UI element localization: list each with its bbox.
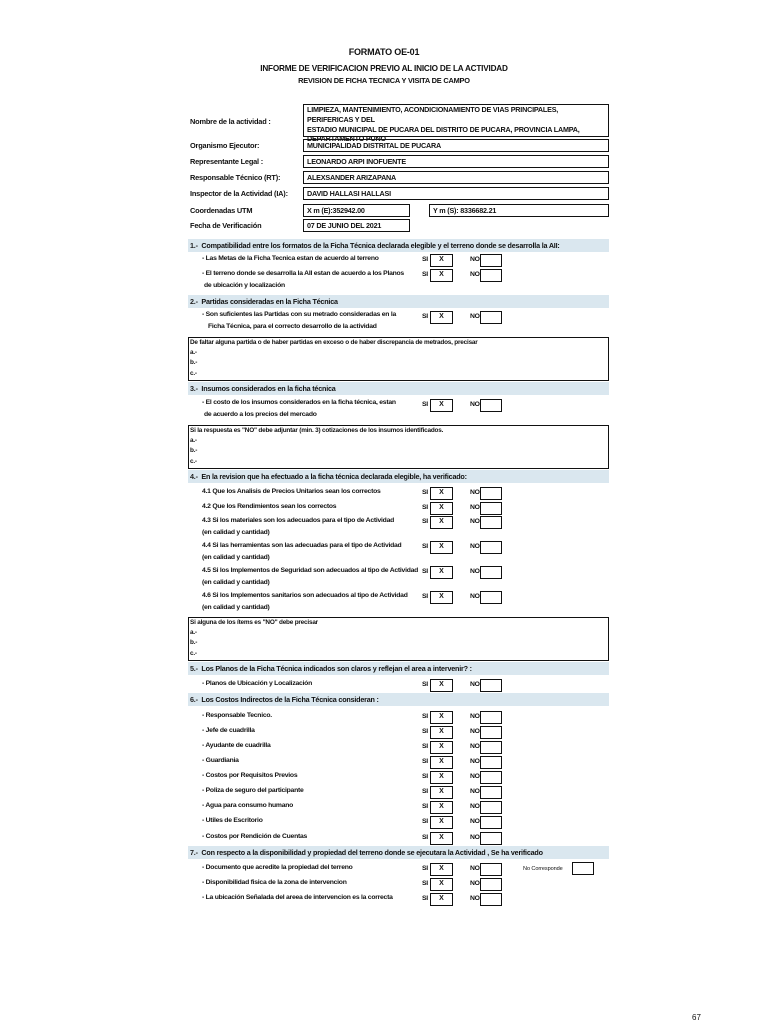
si-label: SI <box>422 758 428 765</box>
si-label: SI <box>422 865 428 872</box>
indirect-cost-item: - Agua para consumo humano <box>202 802 294 809</box>
observation-line-a: a.- <box>190 349 197 357</box>
si-label: SI <box>422 743 428 750</box>
si-checkbox[interactable]: X <box>430 269 453 282</box>
no-checkbox[interactable] <box>480 591 502 604</box>
no-label: NO <box>470 681 480 688</box>
section-3-observations-box[interactable] <box>188 425 609 469</box>
observation-line-a: a.- <box>190 437 197 445</box>
si-checkbox[interactable]: X <box>430 399 453 412</box>
si-checkbox[interactable]: X <box>430 679 453 692</box>
section-4-header <box>188 470 609 483</box>
si-label: SI <box>422 401 428 408</box>
activity-name-field <box>303 104 609 144</box>
question-1-2-line-2: de ubicación y localización <box>204 282 285 289</box>
no-corresponde-label: No Corresponde <box>523 866 563 872</box>
si-label: SI <box>422 313 428 320</box>
section-2-observations-box[interactable] <box>188 337 609 381</box>
question-7-3: - La ubicación Señalada del areea de intervencion es la correcta <box>202 894 393 901</box>
si-label: SI <box>422 818 428 825</box>
section-4-number: 4.- <box>190 472 198 481</box>
section-3-header <box>188 382 609 395</box>
no-checkbox[interactable] <box>480 541 502 554</box>
no-checkbox[interactable] <box>480 893 502 906</box>
indirect-cost-item: - Responsable Tecnico. <box>202 712 272 719</box>
section-1-number: 1.- <box>190 241 198 250</box>
inspector-field: DAVID HALLASI HALLASI <box>303 187 609 200</box>
section-3-number: 3.- <box>190 384 198 393</box>
si-label: SI <box>422 834 428 841</box>
si-label: SI <box>422 593 428 600</box>
no-label: NO <box>470 865 480 872</box>
no-label: NO <box>470 256 480 263</box>
no-checkbox[interactable] <box>480 786 502 799</box>
legal-rep-field: LEONARDO ARPI INOFUENTE <box>303 155 609 168</box>
date-label: Fecha de Verificación <box>190 221 262 230</box>
si-label: SI <box>422 543 428 550</box>
question-2-1-line-2: Ficha Técnica, para el correcto desarrollo de la actividad <box>208 323 377 330</box>
observations-instruction: De faltar alguna partida o de haber partidas en exceso o de haber discrepancia de metrados, precisar <box>190 339 478 346</box>
no-checkbox[interactable] <box>480 311 502 324</box>
question-4-5-line-1: 4.5 Si los Implementos de Seguridad son adecuados al tipo de Actividad <box>202 567 419 574</box>
question-4-6-line-2: (en calidad y cantidad) <box>202 604 270 611</box>
section-2-header <box>188 295 609 308</box>
no-checkbox[interactable] <box>480 741 502 754</box>
indirect-cost-item: - Utiles de Escritorio <box>202 817 263 824</box>
section-1-title: Compatibilidad entre los formatos de la Ficha Técnica declarada elegible y el terreno donde se desarrolla la AII: <box>201 241 560 250</box>
si-checkbox[interactable]: X <box>430 487 453 500</box>
si-checkbox[interactable]: X <box>430 832 453 845</box>
no-checkbox[interactable] <box>480 726 502 739</box>
no-checkbox[interactable] <box>480 502 502 515</box>
tech-responsible-label: Responsable Técnico (RT): <box>190 173 281 182</box>
si-label: SI <box>422 681 428 688</box>
section-6-title: Los Costos Indirectos de la Ficha Técnica consideran : <box>201 695 379 704</box>
si-checkbox[interactable]: X <box>430 502 453 515</box>
no-checkbox[interactable] <box>480 756 502 769</box>
si-label: SI <box>422 271 428 278</box>
question-4-6-line-1: 4.6 Si los Implementos sanitarios son adecuados al tipo de Actividad <box>202 592 408 599</box>
activity-name-line-3: DEPARTAMENTO PUNO <box>307 134 386 144</box>
question-1-1: - Las Metas de la Ficha Tecnica estan de acuerdo al terreno <box>202 255 379 262</box>
no-label: NO <box>470 803 480 810</box>
no-label: NO <box>470 543 480 550</box>
question-7-2: - Disponibilidad fisica de la zona de intervencion <box>202 879 347 886</box>
utm-label: Coordenadas UTM <box>190 206 253 215</box>
section-4-title: En la revision que ha efectuado a la ficha técnica declarada elegible, ha verificado: <box>201 472 467 481</box>
si-checkbox[interactable]: X <box>430 711 453 724</box>
indirect-cost-item: - Jefe de cuadrilla <box>202 727 255 734</box>
section-4-observations-box[interactable] <box>188 617 609 661</box>
section-2-title: Partidas consideradas en la Ficha Técnica <box>201 297 338 306</box>
no-checkbox[interactable] <box>480 487 502 500</box>
no-label: NO <box>470 401 480 408</box>
si-label: SI <box>422 895 428 902</box>
activity-name-line-1: LIMPIEZA, MANTENIMIENTO, ACONDICIONAMIENTO DE VIAS PRINCIPALES, PERIFERICAS Y DEL <box>307 105 559 124</box>
no-label: NO <box>470 880 480 887</box>
observation-line-b: b.- <box>190 639 198 647</box>
question-7-1: - Documento que acredite la propiedad del terreno <box>202 864 353 871</box>
no-label: NO <box>470 788 480 795</box>
section-7-title: Con respecto a la disponibilidad y propiedad del terreno donde se ejecutara la Actividad , Se ha verificado <box>201 848 543 857</box>
date-field: 07 DE JUNIO DEL 2021 <box>303 219 410 232</box>
no-label: NO <box>470 313 480 320</box>
observation-line-c: c.- <box>190 457 197 465</box>
observations-instruction: Si la respuesta es "NO" debe adjuntar (min. 3) cotizaciones de los insumos identificados. <box>190 427 444 434</box>
no-label: NO <box>470 504 480 511</box>
si-label: SI <box>422 773 428 780</box>
no-label: NO <box>470 818 480 825</box>
no-corresponde-checkbox[interactable] <box>572 862 594 875</box>
page-number: 67 <box>692 1013 701 1022</box>
activity-name-label: Nombre de la actividad : <box>190 117 271 126</box>
utm-x-field: X m (E):352942.00 <box>303 204 410 217</box>
si-checkbox[interactable]: X <box>430 541 453 554</box>
indirect-cost-item: - Costos por Rendición de Cuentas <box>202 833 308 840</box>
no-label: NO <box>470 271 480 278</box>
observation-line-c: c.- <box>190 649 197 657</box>
si-label: SI <box>422 489 428 496</box>
si-checkbox[interactable]: X <box>430 893 453 906</box>
section-5-header <box>188 662 609 675</box>
si-checkbox[interactable]: X <box>430 756 453 769</box>
si-label: SI <box>422 256 428 263</box>
no-checkbox[interactable] <box>480 399 502 412</box>
observation-line-a: a.- <box>190 629 197 637</box>
executor-label: Organismo Ejecutor: <box>190 141 260 150</box>
form-subtitle: REVISION DE FICHA TECNICA Y VISITA DE CAMPO <box>298 76 470 85</box>
question-4-5-line-2: (en calidad y cantidad) <box>202 579 270 586</box>
no-label: NO <box>470 593 480 600</box>
observations-instruction: Si alguna de los ítems es "NO" debe precisar <box>190 619 318 626</box>
no-label: NO <box>470 773 480 780</box>
no-label: NO <box>470 489 480 496</box>
no-checkbox[interactable] <box>480 816 502 829</box>
section-5-title: Los Planos de la Ficha Técnica indicados son claros y reflejan el area a intervenir? : <box>201 664 472 673</box>
no-checkbox[interactable] <box>480 832 502 845</box>
si-checkbox[interactable]: X <box>430 863 453 876</box>
si-label: SI <box>422 518 428 525</box>
executor-field: MUNICIPALIDAD DISTRITAL DE PUCARA <box>303 139 609 152</box>
question-4-2: 4.2 Que los Rendimientos sean los correctos <box>202 503 337 510</box>
indirect-cost-item: - Ayudante de cuadrilla <box>202 742 271 749</box>
section-2-number: 2.- <box>190 297 198 306</box>
activity-name-line-2: ESTADIO MUNICIPAL DE PUCARA DEL DISTRITO DE PUCARA, PROVINCIA LAMPA, <box>307 124 580 134</box>
question-4-4-line-1: 4.4 Si las herramientas son las adecuadas para el tipo de Actividad <box>202 542 402 549</box>
si-checkbox[interactable]: X <box>430 516 453 529</box>
observation-line-c: c.- <box>190 369 197 377</box>
si-checkbox[interactable]: X <box>430 254 453 267</box>
form-title: INFORME DE VERIFICACION PREVIO AL INICIO DE LA ACTIVIDAD <box>260 64 508 73</box>
si-label: SI <box>422 788 428 795</box>
question-4-3-line-1: 4.3 Si los materiales son los adecuados para el tipo de Actividad <box>202 517 395 524</box>
si-checkbox[interactable]: X <box>430 741 453 754</box>
si-checkbox[interactable]: X <box>430 786 453 799</box>
tech-responsible-field: ALEXSANDER ARIZAPANA <box>303 171 609 184</box>
question-4-1: 4.1 Que los Analisis de Precios Unitarios sean los correctos <box>202 488 381 495</box>
indirect-cost-item: - Costos por Requisitos Previos <box>202 772 298 779</box>
si-checkbox[interactable]: X <box>430 771 453 784</box>
no-label: NO <box>470 895 480 902</box>
legal-rep-label: Representante Legal : <box>190 157 264 166</box>
no-label: NO <box>470 518 480 525</box>
no-label: NO <box>470 834 480 841</box>
no-label: NO <box>470 568 480 575</box>
si-checkbox[interactable]: X <box>430 726 453 739</box>
inspector-label: Inspector de la Actividad (IA): <box>190 189 288 198</box>
no-checkbox[interactable] <box>480 863 502 876</box>
question-3-1-line-2: de acuerdo a los precios del mercado <box>204 411 317 418</box>
observation-line-b: b.- <box>190 359 198 367</box>
si-checkbox[interactable]: X <box>430 801 453 814</box>
si-checkbox[interactable]: X <box>430 816 453 829</box>
no-checkbox[interactable] <box>480 679 502 692</box>
no-checkbox[interactable] <box>480 711 502 724</box>
section-6-number: 6.- <box>190 695 198 704</box>
no-label: NO <box>470 758 480 765</box>
no-checkbox[interactable] <box>480 878 502 891</box>
question-3-1-line-1: - El costo de los insumos considerados en la ficha técnica, estan <box>202 399 396 406</box>
si-label: SI <box>422 880 428 887</box>
indirect-cost-item: - Poliza de seguro del participante <box>202 787 304 794</box>
no-checkbox[interactable] <box>480 254 502 267</box>
section-3-title: Insumos considerados en la ficha técnica <box>201 384 336 393</box>
form-code: FORMATO OE-01 <box>348 47 420 57</box>
observation-line-b: b.- <box>190 447 198 455</box>
si-checkbox[interactable]: X <box>430 878 453 891</box>
si-checkbox[interactable]: X <box>430 311 453 324</box>
utm-y-field: Y m (S): 8336682.21 <box>429 204 609 217</box>
si-checkbox[interactable]: X <box>430 591 453 604</box>
section-6-header <box>188 693 609 706</box>
section-7-number: 7.- <box>190 848 198 857</box>
no-checkbox[interactable] <box>480 771 502 784</box>
question-4-3-line-2: (en calidad y cantidad) <box>202 529 270 536</box>
si-label: SI <box>422 568 428 575</box>
no-checkbox[interactable] <box>480 516 502 529</box>
si-label: SI <box>422 713 428 720</box>
question-5-1: - Planos de Ubicación y Localización <box>202 680 312 687</box>
no-checkbox[interactable] <box>480 269 502 282</box>
no-label: NO <box>470 713 480 720</box>
no-checkbox[interactable] <box>480 801 502 814</box>
question-2-1-line-1: - Son suficientes las Partidas con su metrado consideradas en la <box>202 311 397 318</box>
section-5-number: 5.- <box>190 664 198 673</box>
section-1-header <box>188 239 609 252</box>
si-label: SI <box>422 728 428 735</box>
si-label: SI <box>422 803 428 810</box>
section-7-header <box>188 846 609 859</box>
si-checkbox[interactable]: X <box>430 566 453 579</box>
indirect-cost-item: - Guardiania <box>202 757 239 764</box>
no-label: NO <box>470 728 480 735</box>
no-label: NO <box>470 743 480 750</box>
question-1-2-line-1: - El terreno donde se desarrolla la AII estan de acuerdo a los Planos <box>202 270 404 277</box>
no-checkbox[interactable] <box>480 566 502 579</box>
question-4-4-line-2: (en calidad y cantidad) <box>202 554 270 561</box>
si-label: SI <box>422 504 428 511</box>
